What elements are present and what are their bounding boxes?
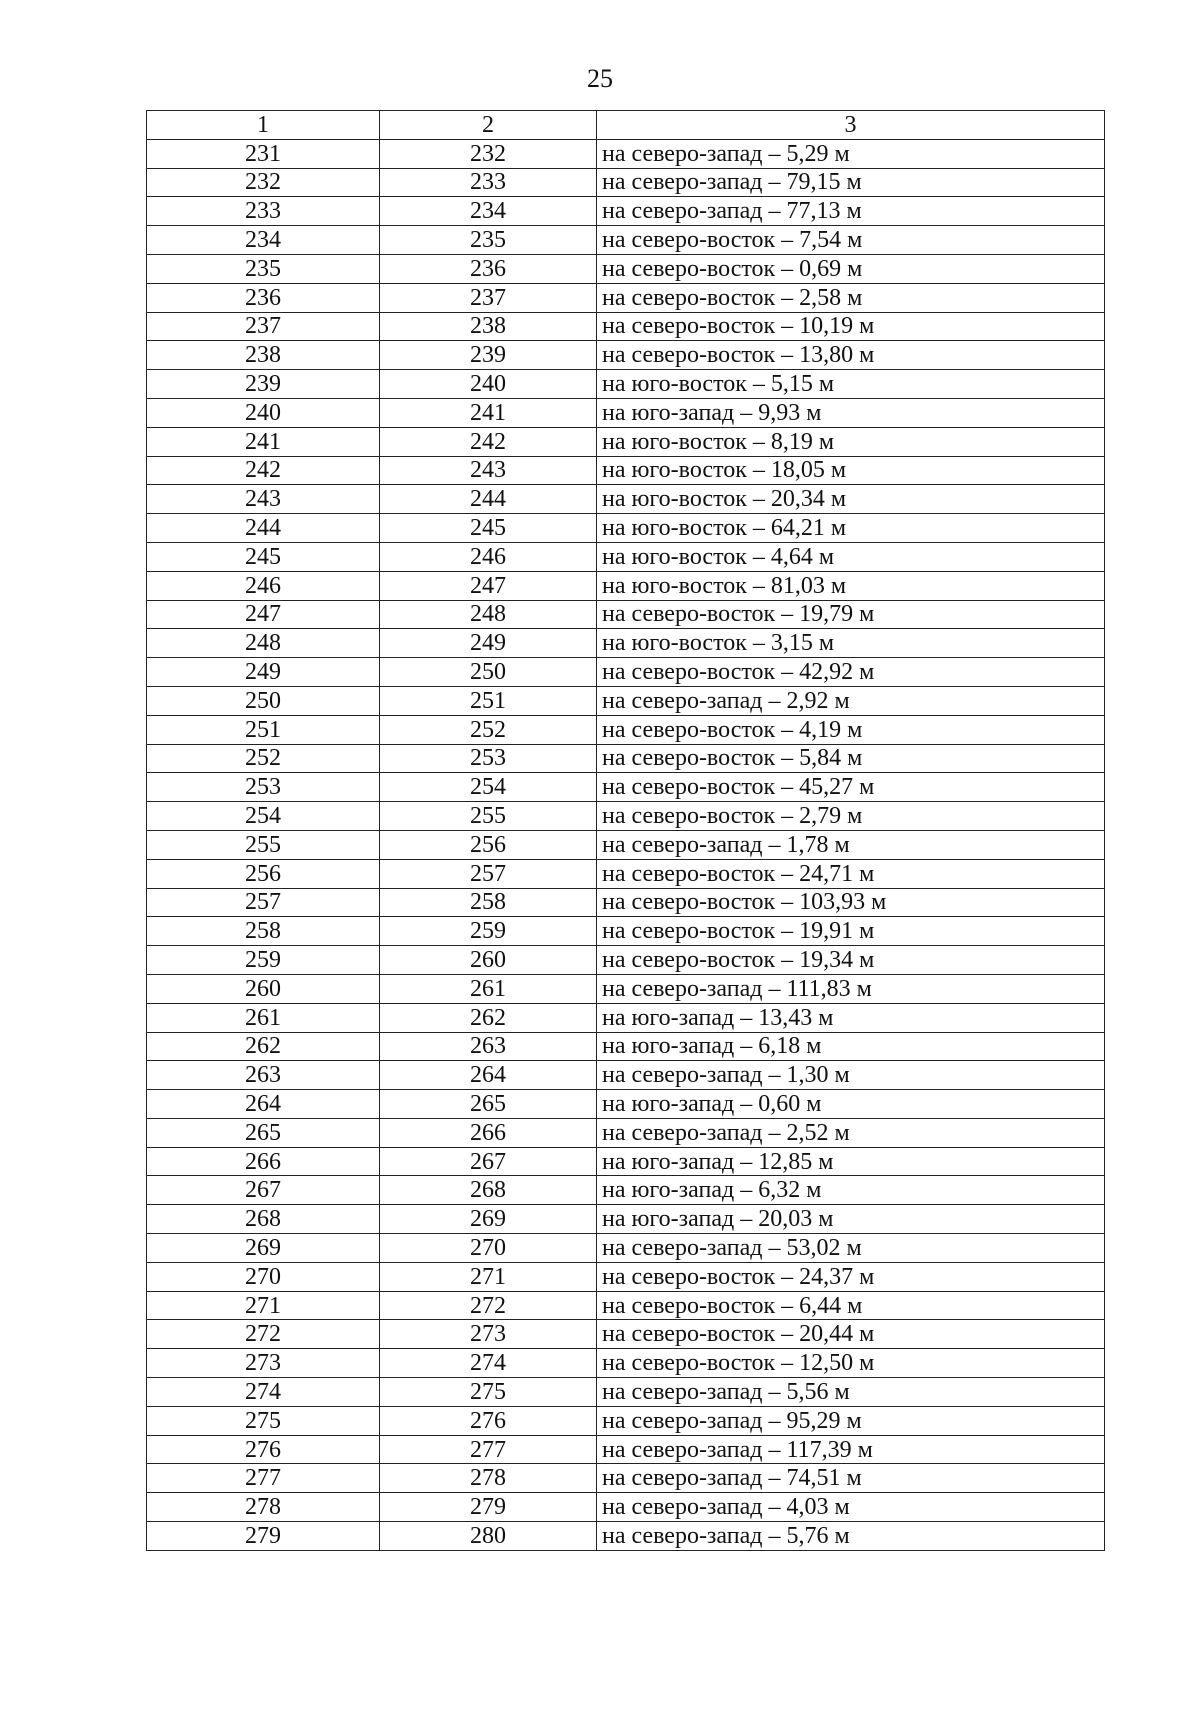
- point-from-cell: 237: [147, 312, 380, 341]
- table-row: [147, 658, 1105, 687]
- point-from-cell: 273: [147, 1349, 380, 1378]
- point-from-cell: 252: [147, 744, 380, 773]
- table-row: [147, 1435, 1105, 1464]
- point-to-cell: 253: [380, 744, 597, 773]
- point-from-cell: 244: [147, 514, 380, 543]
- direction-distance-cell: на юго-запад – 12,85 м: [597, 1147, 1105, 1176]
- point-from-cell: 259: [147, 946, 380, 975]
- direction-distance-cell: на юго-восток – 4,64 м: [597, 542, 1105, 571]
- direction-distance-cell: на северо-восток – 0,69 м: [597, 254, 1105, 283]
- point-to-cell: 280: [380, 1522, 597, 1551]
- point-from-cell: 261: [147, 1003, 380, 1032]
- point-to-cell: 257: [380, 859, 597, 888]
- direction-distance-cell: на юго-восток – 64,21 м: [597, 514, 1105, 543]
- column-header-3: 3: [597, 111, 1105, 140]
- direction-distance-cell: на юго-запад – 6,18 м: [597, 1032, 1105, 1061]
- point-from-cell: 256: [147, 859, 380, 888]
- point-to-cell: 277: [380, 1435, 597, 1464]
- direction-distance-cell: на северо-восток – 42,92 м: [597, 658, 1105, 687]
- direction-distance-cell: на северо-восток – 24,37 м: [597, 1262, 1105, 1291]
- point-to-cell: 256: [380, 830, 597, 859]
- point-from-cell: 239: [147, 370, 380, 399]
- point-from-cell: 250: [147, 686, 380, 715]
- direction-distance-cell: на северо-восток – 5,84 м: [597, 744, 1105, 773]
- point-from-cell: 246: [147, 571, 380, 600]
- point-from-cell: 263: [147, 1061, 380, 1090]
- table-row: [147, 1291, 1105, 1320]
- table-row: [147, 1003, 1105, 1032]
- table-row: [147, 1493, 1105, 1522]
- point-from-cell: 232: [147, 168, 380, 197]
- direction-distance-cell: на северо-восток – 10,19 м: [597, 312, 1105, 341]
- point-to-cell: 259: [380, 917, 597, 946]
- direction-distance-cell: на северо-восток – 103,93 м: [597, 888, 1105, 917]
- point-to-cell: 243: [380, 456, 597, 485]
- table-row: [147, 802, 1105, 831]
- direction-distance-cell: на северо-запад – 4,03 м: [597, 1493, 1105, 1522]
- direction-distance-cell: на северо-запад – 77,13 м: [597, 197, 1105, 226]
- direction-distance-cell: на северо-запад – 53,02 м: [597, 1234, 1105, 1263]
- direction-distance-cell: на северо-восток – 2,79 м: [597, 802, 1105, 831]
- direction-distance-cell: на юго-восток – 18,05 м: [597, 456, 1105, 485]
- table-row: [147, 370, 1105, 399]
- point-from-cell: 253: [147, 773, 380, 802]
- point-from-cell: 271: [147, 1291, 380, 1320]
- point-from-cell: 245: [147, 542, 380, 571]
- table-row: [147, 254, 1105, 283]
- point-to-cell: 249: [380, 629, 597, 658]
- point-to-cell: 250: [380, 658, 597, 687]
- direction-distance-cell: на северо-запад – 79,15 м: [597, 168, 1105, 197]
- point-from-cell: 235: [147, 254, 380, 283]
- point-to-cell: 273: [380, 1320, 597, 1349]
- direction-distance-cell: на юго-запад – 20,03 м: [597, 1205, 1105, 1234]
- table-row: [147, 1176, 1105, 1205]
- direction-distance-cell: на северо-запад – 1,30 м: [597, 1061, 1105, 1090]
- direction-distance-cell: на северо-восток – 4,19 м: [597, 715, 1105, 744]
- point-to-cell: 275: [380, 1378, 597, 1407]
- point-from-cell: 254: [147, 802, 380, 831]
- table-row: [147, 629, 1105, 658]
- point-from-cell: 267: [147, 1176, 380, 1205]
- point-to-cell: 279: [380, 1493, 597, 1522]
- point-to-cell: 241: [380, 398, 597, 427]
- direction-distance-cell: на северо-восток – 12,50 м: [597, 1349, 1105, 1378]
- point-from-cell: 236: [147, 283, 380, 312]
- point-to-cell: 248: [380, 600, 597, 629]
- direction-distance-cell: на северо-восток – 6,44 м: [597, 1291, 1105, 1320]
- table-row: [147, 1032, 1105, 1061]
- point-to-cell: 234: [380, 197, 597, 226]
- table-row: [147, 600, 1105, 629]
- table-row: [147, 514, 1105, 543]
- direction-distance-cell: на северо-восток – 19,34 м: [597, 946, 1105, 975]
- direction-distance-cell: на северо-восток – 19,79 м: [597, 600, 1105, 629]
- point-from-cell: 234: [147, 226, 380, 255]
- point-to-cell: 237: [380, 283, 597, 312]
- direction-distance-cell: на северо-запад – 5,56 м: [597, 1378, 1105, 1407]
- direction-distance-cell: на юго-восток – 81,03 м: [597, 571, 1105, 600]
- direction-distance-cell: на северо-запад – 74,51 м: [597, 1464, 1105, 1493]
- point-from-cell: 262: [147, 1032, 380, 1061]
- point-to-cell: 266: [380, 1118, 597, 1147]
- direction-distance-cell: на северо-восток – 19,91 м: [597, 917, 1105, 946]
- direction-distance-cell: на северо-восток – 13,80 м: [597, 341, 1105, 370]
- point-from-cell: 266: [147, 1147, 380, 1176]
- table-row: [147, 1262, 1105, 1291]
- table-row: [147, 1147, 1105, 1176]
- point-from-cell: 240: [147, 398, 380, 427]
- direction-distance-cell: на северо-запад – 1,78 м: [597, 830, 1105, 859]
- table-row: [147, 226, 1105, 255]
- table-row: [147, 1522, 1105, 1551]
- point-to-cell: 242: [380, 427, 597, 456]
- table-row: [147, 1406, 1105, 1435]
- point-from-cell: 255: [147, 830, 380, 859]
- point-from-cell: 243: [147, 485, 380, 514]
- table-header-row: [147, 111, 1105, 140]
- point-from-cell: 248: [147, 629, 380, 658]
- point-to-cell: 261: [380, 974, 597, 1003]
- table-row: [147, 1118, 1105, 1147]
- direction-distance-cell: на северо-запад – 2,52 м: [597, 1118, 1105, 1147]
- point-from-cell: 257: [147, 888, 380, 917]
- point-from-cell: 274: [147, 1378, 380, 1407]
- direction-distance-cell: на юго-запад – 0,60 м: [597, 1090, 1105, 1119]
- point-to-cell: 235: [380, 226, 597, 255]
- direction-distance-cell: на северо-восток – 2,58 м: [597, 283, 1105, 312]
- point-from-cell: 241: [147, 427, 380, 456]
- table-row: [147, 283, 1105, 312]
- point-to-cell: 265: [380, 1090, 597, 1119]
- table-row: [147, 485, 1105, 514]
- direction-distance-cell: на юго-запад – 9,93 м: [597, 398, 1105, 427]
- table-row: [147, 197, 1105, 226]
- table-row: [147, 427, 1105, 456]
- column-header-2: 2: [380, 111, 597, 140]
- point-from-cell: 251: [147, 715, 380, 744]
- table-row: [147, 139, 1105, 168]
- table-row: [147, 1205, 1105, 1234]
- table-row: [147, 168, 1105, 197]
- point-to-cell: 245: [380, 514, 597, 543]
- direction-distance-cell: на северо-восток – 7,54 м: [597, 226, 1105, 255]
- point-to-cell: 271: [380, 1262, 597, 1291]
- table-row: [147, 946, 1105, 975]
- point-from-cell: 249: [147, 658, 380, 687]
- point-from-cell: 279: [147, 1522, 380, 1551]
- point-from-cell: 238: [147, 341, 380, 370]
- point-from-cell: 258: [147, 917, 380, 946]
- direction-distance-cell: на северо-восток – 20,44 м: [597, 1320, 1105, 1349]
- table-row: [147, 773, 1105, 802]
- column-header-1: 1: [147, 111, 380, 140]
- point-to-cell: 258: [380, 888, 597, 917]
- table-row: [147, 398, 1105, 427]
- table-row: [147, 341, 1105, 370]
- point-to-cell: 233: [380, 168, 597, 197]
- table-row: [147, 1464, 1105, 1493]
- point-from-cell: 272: [147, 1320, 380, 1349]
- point-to-cell: 238: [380, 312, 597, 341]
- point-to-cell: 255: [380, 802, 597, 831]
- point-to-cell: 262: [380, 1003, 597, 1032]
- table-row: [147, 542, 1105, 571]
- table-row: [147, 859, 1105, 888]
- direction-distance-cell: на юго-восток – 20,34 м: [597, 485, 1105, 514]
- point-to-cell: 254: [380, 773, 597, 802]
- point-from-cell: 278: [147, 1493, 380, 1522]
- point-to-cell: 268: [380, 1176, 597, 1205]
- table-row: [147, 1234, 1105, 1263]
- point-from-cell: 247: [147, 600, 380, 629]
- direction-distance-cell: на юго-восток – 3,15 м: [597, 629, 1105, 658]
- point-from-cell: 260: [147, 974, 380, 1003]
- point-to-cell: 246: [380, 542, 597, 571]
- table-row: [147, 1378, 1105, 1407]
- point-to-cell: 270: [380, 1234, 597, 1263]
- direction-distance-cell: на северо-запад – 2,92 м: [597, 686, 1105, 715]
- table-row: [147, 917, 1105, 946]
- point-to-cell: 278: [380, 1464, 597, 1493]
- direction-distance-cell: на северо-запад – 117,39 м: [597, 1435, 1105, 1464]
- point-to-cell: 260: [380, 946, 597, 975]
- point-to-cell: 269: [380, 1205, 597, 1234]
- page-number: 25: [587, 64, 613, 93]
- table-row: [147, 312, 1105, 341]
- direction-distance-cell: на юго-восток – 8,19 м: [597, 427, 1105, 456]
- point-from-cell: 269: [147, 1234, 380, 1263]
- point-to-cell: 263: [380, 1032, 597, 1061]
- point-from-cell: 276: [147, 1435, 380, 1464]
- table-body: [147, 139, 1105, 1550]
- point-to-cell: 244: [380, 485, 597, 514]
- point-from-cell: 242: [147, 456, 380, 485]
- point-to-cell: 239: [380, 341, 597, 370]
- point-to-cell: 267: [380, 1147, 597, 1176]
- direction-distance-cell: на северо-запад – 95,29 м: [597, 1406, 1105, 1435]
- point-to-cell: 232: [380, 139, 597, 168]
- direction-distance-cell: на юго-запад – 6,32 м: [597, 1176, 1105, 1205]
- point-from-cell: 270: [147, 1262, 380, 1291]
- table-row: [147, 830, 1105, 859]
- table-row: [147, 715, 1105, 744]
- point-from-cell: 231: [147, 139, 380, 168]
- boundary-points-table: [146, 110, 1105, 1551]
- table-header: [147, 111, 1105, 140]
- point-to-cell: 247: [380, 571, 597, 600]
- point-from-cell: 264: [147, 1090, 380, 1119]
- point-to-cell: 236: [380, 254, 597, 283]
- table-row: [147, 456, 1105, 485]
- direction-distance-cell: на юго-запад – 13,43 м: [597, 1003, 1105, 1032]
- point-to-cell: 264: [380, 1061, 597, 1090]
- point-from-cell: 275: [147, 1406, 380, 1435]
- direction-distance-cell: на северо-восток – 24,71 м: [597, 859, 1105, 888]
- table-row: [147, 1090, 1105, 1119]
- table-row: [147, 974, 1105, 1003]
- table-row: [147, 686, 1105, 715]
- table-row: [147, 744, 1105, 773]
- direction-distance-cell: на северо-запад – 111,83 м: [597, 974, 1105, 1003]
- table-row: [147, 1320, 1105, 1349]
- point-to-cell: 274: [380, 1349, 597, 1378]
- point-to-cell: 240: [380, 370, 597, 399]
- point-to-cell: 276: [380, 1406, 597, 1435]
- direction-distance-cell: на северо-запад – 5,76 м: [597, 1522, 1105, 1551]
- point-from-cell: 265: [147, 1118, 380, 1147]
- direction-distance-cell: на северо-восток – 45,27 м: [597, 773, 1105, 802]
- table-row: [147, 888, 1105, 917]
- point-to-cell: 251: [380, 686, 597, 715]
- direction-distance-cell: на юго-восток – 5,15 м: [597, 370, 1105, 399]
- point-from-cell: 268: [147, 1205, 380, 1234]
- table-row: [147, 571, 1105, 600]
- point-to-cell: 272: [380, 1291, 597, 1320]
- point-to-cell: 252: [380, 715, 597, 744]
- direction-distance-cell: на северо-запад – 5,29 м: [597, 139, 1105, 168]
- table-row: [147, 1349, 1105, 1378]
- table-row: [147, 1061, 1105, 1090]
- point-from-cell: 233: [147, 197, 380, 226]
- point-from-cell: 277: [147, 1464, 380, 1493]
